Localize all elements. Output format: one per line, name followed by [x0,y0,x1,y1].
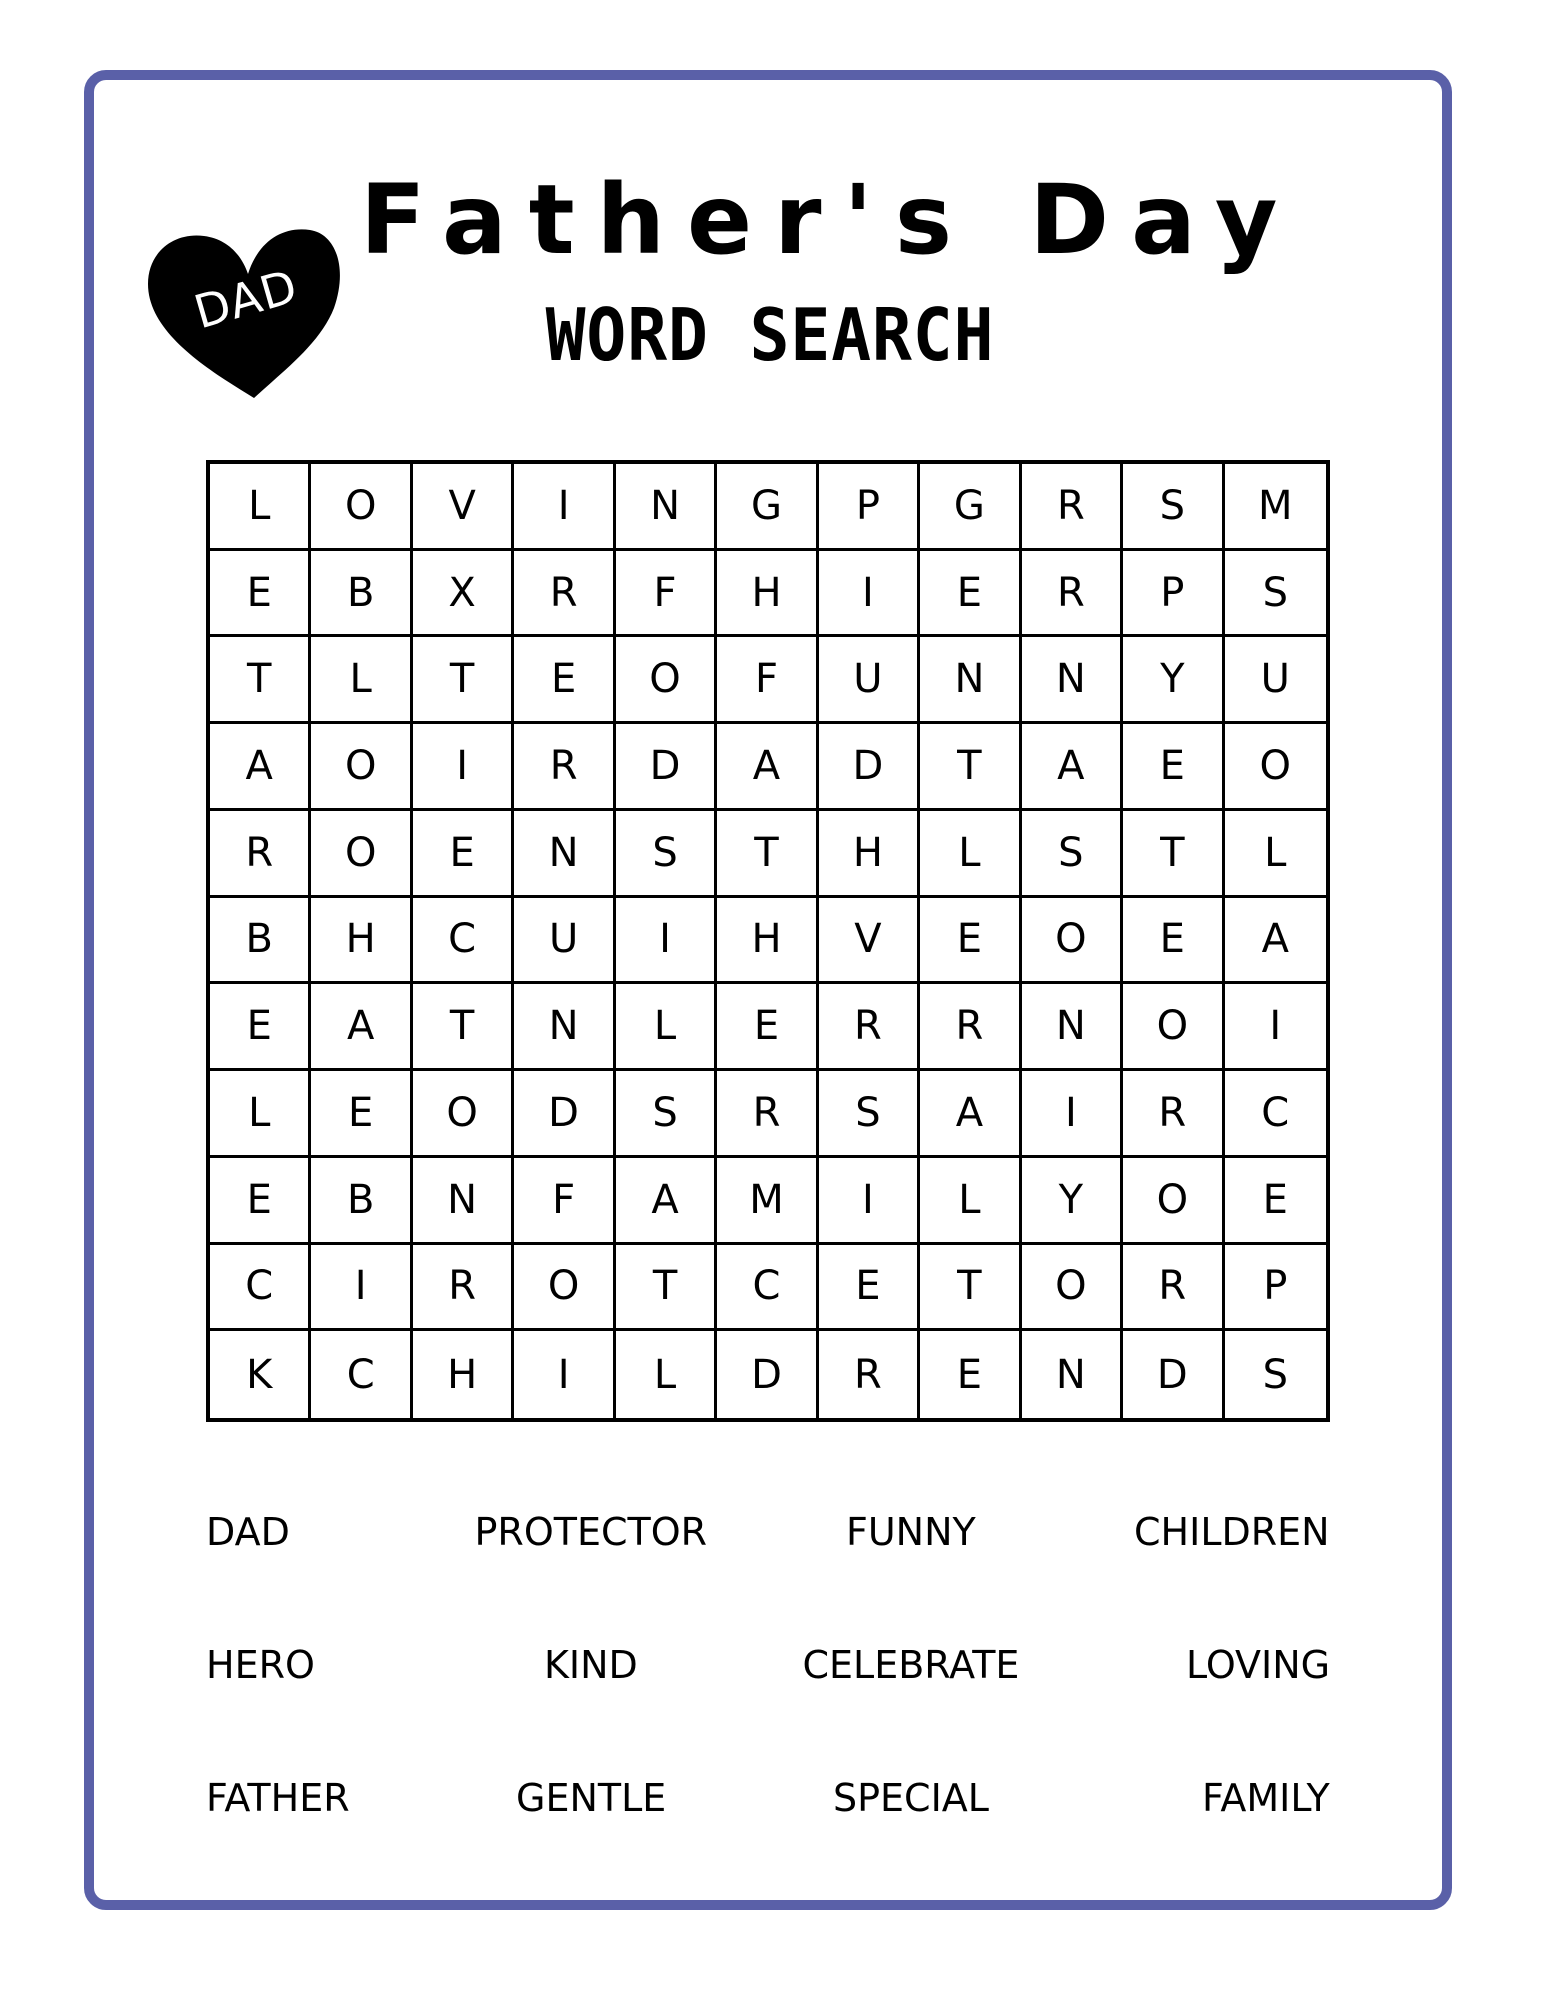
grid-cell[interactable]: E [920,898,1021,985]
grid-cell[interactable]: I [514,464,615,551]
grid-cell[interactable]: L [920,1158,1021,1245]
grid-cell[interactable]: E [210,551,311,638]
grid-cell[interactable]: Y [1123,637,1224,724]
grid-cell[interactable]: R [514,551,615,638]
word-list-item: FATHER [206,1776,350,1820]
grid-cell[interactable]: T [717,811,818,898]
grid-cell[interactable]: S [616,1071,717,1158]
grid-cell[interactable]: I [616,898,717,985]
grid-cell[interactable]: N [413,1158,514,1245]
grid-cell[interactable]: E [1123,898,1224,985]
word-list-item: KIND [544,1643,638,1687]
grid-cell[interactable]: A [1022,724,1123,811]
grid-cell[interactable]: O [1022,898,1123,985]
grid-cell[interactable]: V [819,898,920,985]
grid-cell[interactable]: O [514,1245,615,1332]
grid-cell[interactable]: U [514,898,615,985]
heart-badge-label: DAD [188,258,304,340]
grid-cell[interactable]: I [311,1245,412,1332]
grid-cell[interactable]: A [1225,898,1326,985]
word-list-item: CELEBRATE [802,1643,1020,1687]
word-list-item: DAD [206,1510,290,1554]
grid-cell[interactable]: P [1225,1245,1326,1332]
grid-cell[interactable]: O [413,1071,514,1158]
grid-cell[interactable]: L [920,811,1021,898]
grid-cell[interactable]: O [311,464,412,551]
grid-cell[interactable]: S [1123,464,1224,551]
grid-cell[interactable]: H [717,551,818,638]
grid-cell[interactable]: R [1123,1245,1224,1332]
grid-cell[interactable]: T [616,1245,717,1332]
grid-cell[interactable]: A [717,724,818,811]
grid-cell[interactable]: D [717,1331,818,1418]
grid-cell[interactable]: C [210,1245,311,1332]
grid-cell[interactable]: N [920,637,1021,724]
grid-cell[interactable]: G [920,464,1021,551]
grid-cell[interactable]: S [1022,811,1123,898]
grid-cell[interactable]: D [616,724,717,811]
grid-cell[interactable]: N [1022,984,1123,1071]
grid-cell[interactable]: H [717,898,818,985]
grid-cell[interactable]: D [819,724,920,811]
grid-cell[interactable]: S [819,1071,920,1158]
grid-cell[interactable]: C [311,1331,412,1418]
grid-cell[interactable]: U [819,637,920,724]
grid-cell[interactable]: F [514,1158,615,1245]
grid-cell[interactable]: T [920,1245,1021,1332]
grid-cell[interactable]: B [311,551,412,638]
grid-cell[interactable]: M [717,1158,818,1245]
grid-cell[interactable]: B [210,898,311,985]
grid-cell[interactable]: H [311,898,412,985]
grid-cell[interactable]: R [717,1071,818,1158]
grid-cell[interactable]: S [616,811,717,898]
grid-cell[interactable]: C [717,1245,818,1332]
grid-cell[interactable]: H [819,811,920,898]
grid-cell[interactable]: L [1225,811,1326,898]
grid-cell[interactable]: A [616,1158,717,1245]
grid-cell[interactable]: D [514,1071,615,1158]
grid-cell[interactable]: E [413,811,514,898]
grid-cell[interactable]: O [1123,1158,1224,1245]
grid-cell[interactable]: R [920,984,1021,1071]
grid-cell[interactable]: D [1123,1331,1224,1418]
word-list-item: HERO [206,1643,315,1687]
grid-cell[interactable]: B [311,1158,412,1245]
grid-cell[interactable]: L [210,1071,311,1158]
grid-cell[interactable]: P [1123,551,1224,638]
word-search-grid [206,460,1330,1422]
grid-cell[interactable]: U [1225,637,1326,724]
grid-cell[interactable]: N [514,811,615,898]
word-list-item: FAMILY [1202,1776,1330,1820]
grid-cell[interactable]: E [514,637,615,724]
grid-cell[interactable]: E [819,1245,920,1332]
grid-cell[interactable]: E [1225,1158,1326,1245]
word-list [206,1510,1330,1840]
grid-cell[interactable]: T [413,984,514,1071]
word-list-item: PROTECTOR [474,1510,708,1554]
grid-cell[interactable]: E [1123,724,1224,811]
grid-cell[interactable]: I [1022,1071,1123,1158]
grid-cell[interactable]: T [920,724,1021,811]
grid-cell[interactable]: X [413,551,514,638]
grid-cell[interactable]: E [920,1331,1021,1418]
grid-cell[interactable]: O [311,811,412,898]
grid-cell[interactable]: O [311,724,412,811]
grid-cell[interactable]: F [616,551,717,638]
grid-cell[interactable]: N [616,464,717,551]
grid-cell[interactable]: A [311,984,412,1071]
grid-cell[interactable]: O [1123,984,1224,1071]
grid-cell[interactable]: A [920,1071,1021,1158]
grid-cell[interactable]: H [413,1331,514,1418]
grid-cell[interactable]: I [1225,984,1326,1071]
grid-cell[interactable]: R [1022,551,1123,638]
grid-cell[interactable]: O [1225,724,1326,811]
grid-cell[interactable]: L [616,984,717,1071]
page-title: Father's Day [360,164,1300,276]
grid-cell[interactable]: L [616,1331,717,1418]
grid-cell[interactable]: R [210,811,311,898]
grid-cell[interactable]: A [210,724,311,811]
grid-cell[interactable]: E [717,984,818,1071]
word-list-item: LOVING [1186,1643,1331,1687]
grid-cell[interactable]: M [1225,464,1326,551]
grid-cell[interactable]: P [819,464,920,551]
grid-cell[interactable]: Y [1022,1158,1123,1245]
grid-cell[interactable]: N [1022,637,1123,724]
grid-cell[interactable]: R [1022,464,1123,551]
grid-cell[interactable]: E [210,1158,311,1245]
grid-cell[interactable]: L [210,464,311,551]
grid-cell[interactable]: T [413,637,514,724]
grid-cell[interactable]: L [311,637,412,724]
grid-cell[interactable]: T [210,637,311,724]
word-list-item: GENTLE [516,1776,667,1820]
grid-cell[interactable]: O [1022,1245,1123,1332]
grid-cell[interactable]: N [514,984,615,1071]
grid-cell[interactable]: I [514,1331,615,1418]
grid-cell[interactable]: O [616,637,717,724]
word-list-item: SPECIAL [833,1776,989,1820]
page-subtitle: WORD SEARCH [545,293,995,377]
grid-cell[interactable]: I [819,551,920,638]
grid-cell[interactable]: F [717,637,818,724]
grid-cell[interactable]: T [1123,811,1224,898]
grid-cell[interactable]: C [413,898,514,985]
grid-cell[interactable]: R [413,1245,514,1332]
grid-cell[interactable]: I [413,724,514,811]
grid-cell[interactable]: S [1262,1351,1288,1398]
grid-cell[interactable]: R [819,984,920,1071]
grid-cell[interactable]: N [1022,1331,1123,1418]
grid-cell[interactable]: G [717,464,818,551]
grid-cell[interactable]: K [210,1331,311,1418]
grid-cell[interactable]: R [514,724,615,811]
grid-cell[interactable]: C [1225,1071,1326,1158]
grid-cell[interactable]: S [1225,551,1326,638]
grid-cell[interactable]: I [819,1158,920,1245]
grid-cell[interactable]: R [819,1331,920,1418]
word-list-item: FUNNY [846,1510,976,1554]
grid-cell[interactable]: E [210,984,311,1071]
word-list-item: CHILDREN [1134,1510,1330,1554]
grid-cell[interactable]: E [311,1071,412,1158]
grid-cell[interactable]: R [1123,1071,1224,1158]
grid-cell[interactable]: E [920,551,1021,638]
grid-cell[interactable]: V [413,464,514,551]
